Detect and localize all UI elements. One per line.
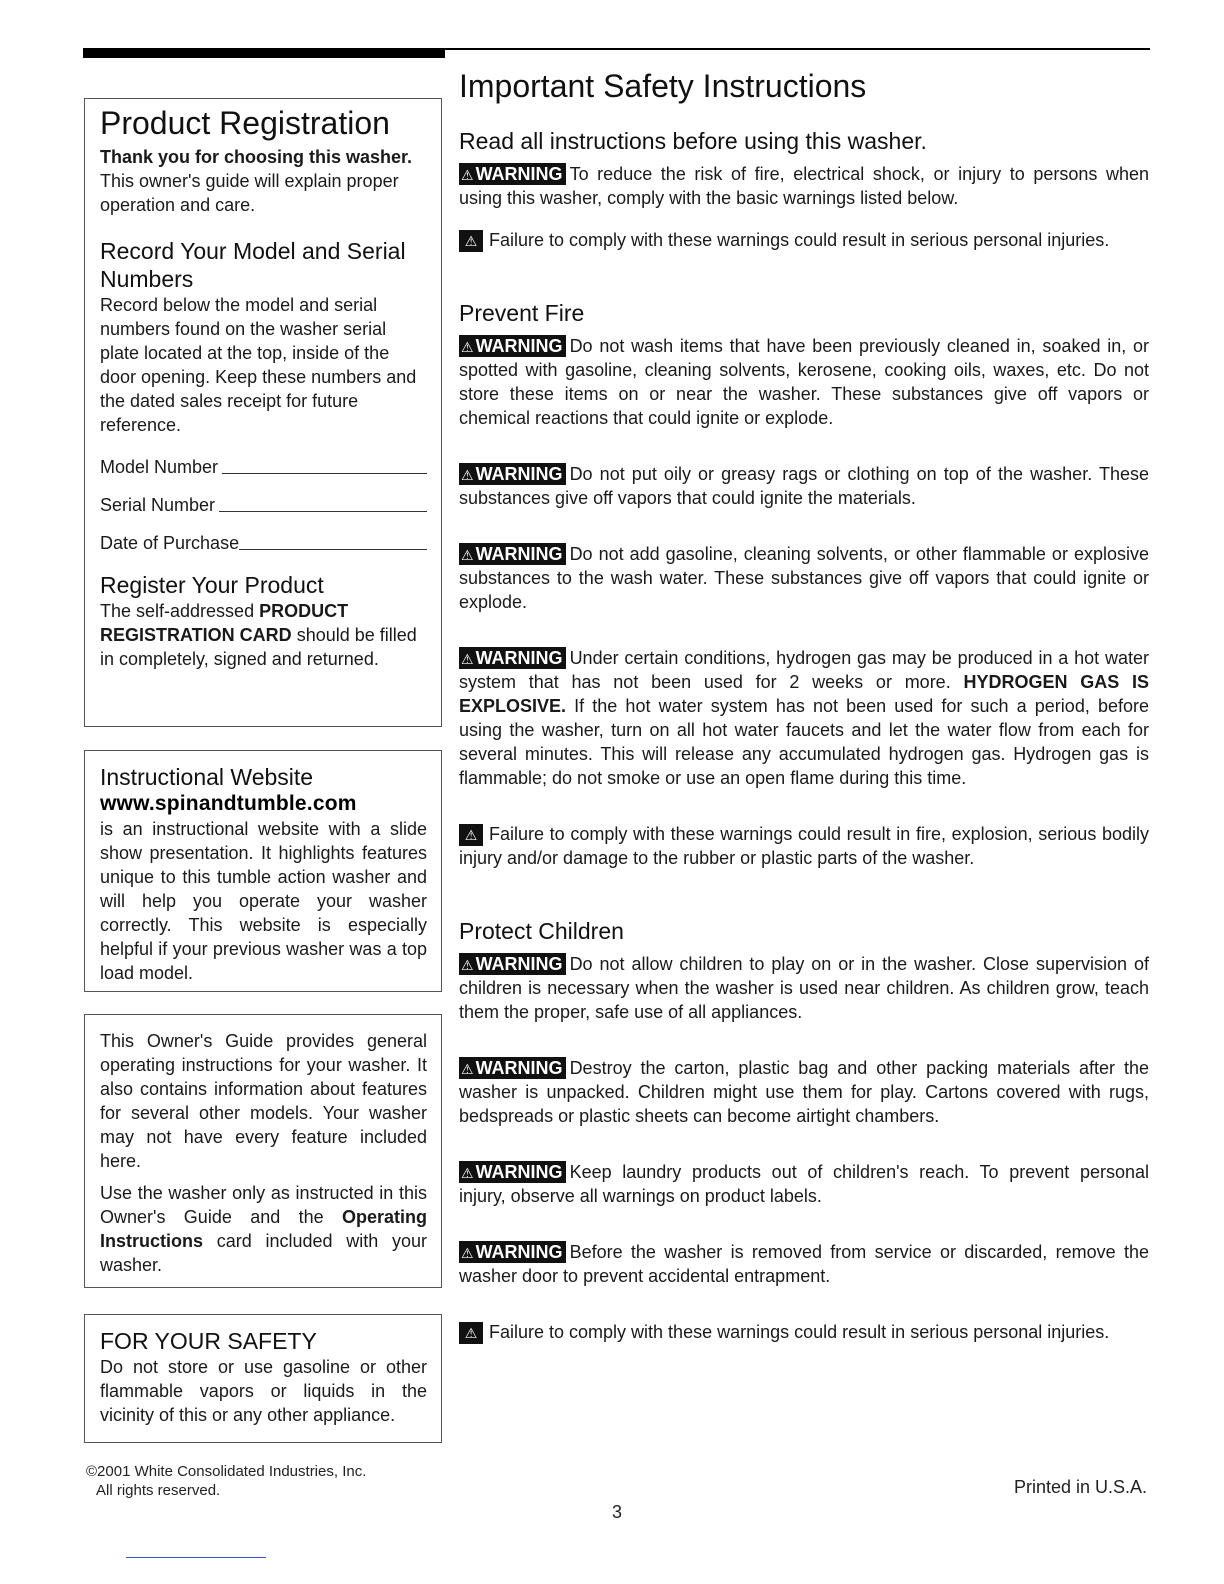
registration-intro [100,145,427,217]
fire-warning-2 [459,462,1149,510]
date-of-purchase-label: Date of Purchase [100,533,240,553]
serial-number-label: Serial Number [100,495,216,515]
fire-warning-3-text: Do not add gasoline, cleaning solvents, or other flammable or explosive substances to the wash water. These substances give off vapors that could ignite or explode. [459,544,1149,612]
model-number-label: Model Number [100,457,219,477]
warning-label: WARNING [475,1058,563,1078]
warning-triangle-icon: ⚠ [459,824,483,846]
child-warning-4 [459,1240,1149,1288]
header-rule-thick [83,48,445,58]
read-failure-text: Failure to comply with these warnings could result in serious personal injuries. [489,230,1110,250]
fire-failure [459,822,1149,870]
page-title: Important Safety Instructions [459,68,867,104]
warning-label: WARNING [475,464,563,484]
safety-box-heading: FOR YOUR SAFETY [100,1328,317,1354]
register-post: should be filled in completely, signed and returned. [100,625,417,669]
guide-paragraph-2 [100,1181,427,1277]
link-underline [126,1557,266,1558]
read-failure [459,228,1149,252]
fire-failure-text: Failure to comply with these warnings could result in fire, explosion, serious bodily injury and/or damage to the rubber or plastic parts of the washer. [459,824,1149,868]
warning-label: WARNING [475,954,563,974]
child-warning-2-text: Destroy the carton, plastic bag and other packing materials after the washer is unpacked. Children might use them for play. Cartons covered with rugs, bedspreads or plastic sheets can become airtight chambers. [459,1058,1149,1126]
header-rule-thin [445,48,1150,50]
warning-badge [459,463,566,485]
warning-label: WARNING [475,164,563,184]
child-warning-3 [459,1160,1149,1208]
warning-badge [459,163,566,185]
warning-badge [459,1241,566,1263]
safety-box-text: Do not store or use gasoline or other flammable vapors or liquids in the vicinity of this or any other appliance. [100,1357,427,1425]
model-number-field [100,455,427,479]
for-your-safety-box [84,1314,442,1443]
warning-label: WARNING [475,544,563,564]
guide-p2-pre: Use the washer only as instructed in this Owner's Guide and the [100,1183,427,1227]
read-warning-text: To reduce the risk of fire, electrical shock, or injury to persons when using this washer, comply with the basic warnings listed below. [459,164,1149,208]
register-heading: Register Your Product [100,572,324,598]
warning-badge [459,647,566,669]
copyright-notice [86,1462,366,1500]
warning-triangle-icon: ⚠ [459,1322,483,1344]
record-text: Record below the model and serial numbers found on the washer serial plate located at the top, inside of the door opening. Keep these numbers and the dated sales receipt for future reference. [100,295,417,435]
warning-label: WARNING [475,1242,563,1262]
warning-triangle-icon: ⚠ [461,1061,474,1077]
prevent-fire-heading: Prevent Fire [459,300,585,326]
fire-warning-4 [459,646,1149,790]
fire-warning-4-post: If the hot water system has not been used for such a period, before using the washer, turn on all hot water faucets and let the water flow from each for several minutes. This will release any accumulated hydrogen gas. Hydrogen gas is flammable; do not smoke or use an open flame during this time. [459,696,1149,788]
child-warning-3-text: Keep laundry products out of children's reach. To prevent personal injury, observe all warnings on product labels. [459,1162,1149,1206]
fire-warning-1 [459,334,1149,430]
warning-triangle-icon: ⚠ [461,1245,474,1261]
registration-intro-rest: This owner's guide will explain proper operation and care. [100,171,399,215]
hydrogen-gas-explosive: HYDROGEN GAS IS EXPLOSIVE. [459,672,1149,716]
register-pre: The self-addressed [100,601,255,621]
record-heading: Record Your Model and Serial Numbers [100,238,406,292]
guide-paragraph-1: This Owner's Guide provides general operating instructions for your washer. It also contains information about features for several other models. Your washer may not have every feature included here. [100,1031,427,1171]
child-warning-1 [459,952,1149,1024]
child-failure-text: Failure to comply with these warnings could result in serious personal injuries. [489,1322,1110,1342]
website-text: is an instructional website with a slide show presentation. It highlights features unique to this tumble action washer and will help you operate your washer correctly. This website is especially helpful if your previous washer was a top load model. [100,819,427,983]
warning-badge [459,1057,566,1079]
warning-label: WARNING [475,648,563,668]
safety-instructions-column [459,66,1149,1344]
warning-label: WARNING [475,336,563,356]
warning-triangle-icon: ⚠ [461,1165,474,1181]
warning-triangle-icon: ⚠ [461,167,474,183]
fire-warning-4-pre: Under certain conditions, hydrogen gas may be produced in a hot water system that has not been used for 2 weeks or more. [459,648,1149,692]
product-registration-box [84,98,442,727]
child-warning-2 [459,1056,1149,1128]
fire-warning-2-text: Do not put oily or greasy rags or clothing on top of the washer. These substances give off vapors that could ignite the materials. [459,464,1149,508]
website-url-link[interactable]: www.spinandtumble.com [100,792,357,815]
warning-triangle-icon: ⚠ [459,230,483,252]
warning-triangle-icon: ⚠ [461,339,474,355]
protect-children-heading: Protect Children [459,918,624,944]
copyright-line: ©2001 White Consolidated Industries, Inc. [86,1463,367,1480]
child-failure [459,1320,1149,1344]
printed-in: Printed in U.S.A. [1014,1477,1148,1497]
register-card-name: PRODUCT REGISTRATION CARD [100,601,349,645]
warning-triangle-icon: ⚠ [461,467,474,483]
guide-p2-post: card included with your washer. [100,1231,427,1275]
register-text [100,599,427,671]
registration-title: Product Registration [100,105,390,141]
warning-badge [459,953,566,975]
read-heading: Read all instructions before using this washer. [459,128,927,154]
warning-triangle-icon: ⚠ [461,957,474,973]
owners-guide-box [84,1014,442,1288]
warning-badge [459,543,566,565]
page-number: 3 [612,1502,623,1522]
warning-label: WARNING [475,1162,563,1182]
warning-triangle-icon: ⚠ [461,547,474,563]
website-heading: Instructional Website [100,764,314,790]
warning-badge [459,1161,566,1183]
read-warning [459,162,1149,210]
rights-line: All rights reserved. [96,1482,221,1499]
fire-warning-1-text: Do not wash items that have been previously cleaned in, soaked in, or spotted with gasoline, cleaning solvents, kerosene, cooking oils, waxes, etc. Do not store these items on or near the washer. These substances give off vapors or chemical reactions that could ignite or explode. [459,336,1149,428]
fire-warning-3 [459,542,1149,614]
guide-p2-bold: Operating Instructions [100,1207,427,1251]
instructional-website-box [84,750,442,992]
child-warning-1-text: Do not allow children to play on or in the washer. Close supervision of children is necessary when the washer is used near children. As children grow, teach them the proper, safe use of all appliances. [459,954,1149,1022]
registration-intro-bold: Thank you for choosing this washer. [100,147,413,167]
warning-triangle-icon: ⚠ [461,651,474,667]
date-of-purchase-field [100,531,427,555]
serial-number-field [100,493,427,517]
warning-badge [459,335,566,357]
child-warning-4-text: Before the washer is removed from service or discarded, remove the washer door to prevent accidental entrapment. [459,1242,1149,1286]
